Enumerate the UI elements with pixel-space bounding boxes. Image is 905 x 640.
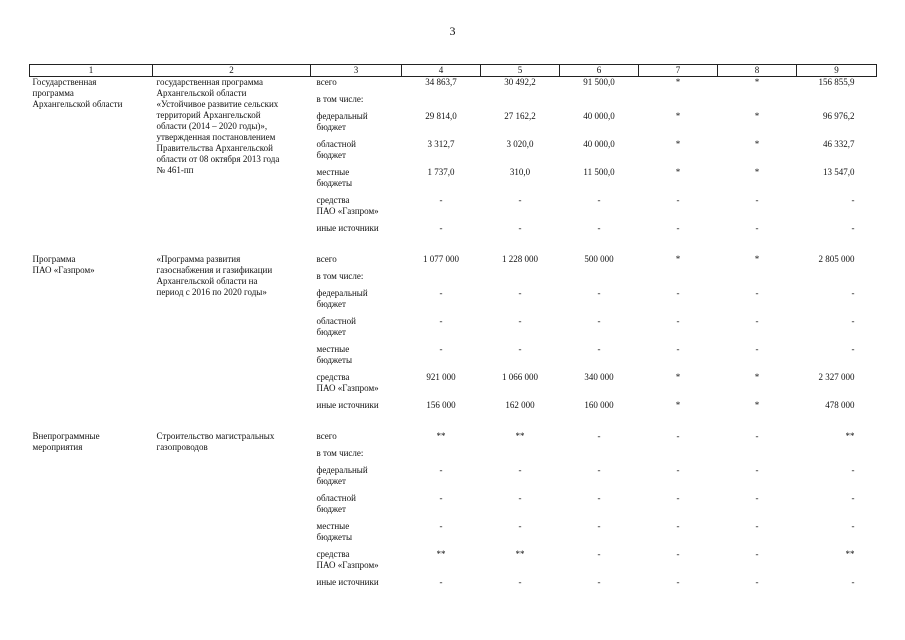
value-cell-5: ** <box>515 548 525 559</box>
value-cell-8 <box>718 448 797 465</box>
value-cell-9: ** <box>845 430 855 441</box>
value-cell-7: * <box>675 399 681 410</box>
table-row <box>30 254 877 271</box>
funding-table <box>29 64 877 594</box>
funding-source: областной бюджет <box>316 138 356 160</box>
value-cell-8: * <box>754 399 760 410</box>
group-spacer <box>30 417 877 431</box>
value-cell-7: - <box>676 464 680 475</box>
value-cell-5: 30 492,2 <box>504 77 536 87</box>
value-cell-6: - <box>597 576 601 587</box>
value-cell-8: - <box>755 520 759 531</box>
value-cell-4 <box>402 94 481 111</box>
value-cell-6: 40 000,0 <box>583 110 615 121</box>
value-cell-9 <box>797 448 877 465</box>
value-cell-7: * <box>675 253 681 264</box>
measure-description: «Программа развития газоснабжения и газификации Архангельской области на период с 2016 по 2020 годы» <box>156 253 273 297</box>
funding-source: всего <box>316 430 337 441</box>
measure-description: государственная программа Архангельской области «Устойчивое развитие сельских территорий Архангельской области (2014 – 2020 годы)», утвержденная постановлением Правительства Архангельской области от 08 октября 2013 года № 461-пп <box>156 77 280 175</box>
column-number-row <box>30 65 877 77</box>
value-cell-9: 156 855,9 <box>818 77 855 87</box>
value-cell-8: - <box>755 548 759 559</box>
funding-source: местные бюджеты <box>316 520 352 542</box>
value-cell-9: - <box>851 520 855 531</box>
value-cell-6: - <box>597 430 601 441</box>
column-header: 8 <box>718 65 797 77</box>
value-cell-5: - <box>518 576 522 587</box>
value-cell-5: - <box>518 343 522 354</box>
measure-name: Внепрограммные мероприятия <box>32 430 100 452</box>
value-cell-5: 1 066 000 <box>502 371 538 382</box>
funding-source: всего <box>316 253 337 264</box>
value-cell-6: - <box>597 315 601 326</box>
value-cell-8: - <box>755 222 759 233</box>
value-cell-7: * <box>675 371 681 382</box>
value-cell-7: - <box>676 576 680 587</box>
value-cell-8: - <box>755 315 759 326</box>
value-cell-8: * <box>754 253 760 264</box>
column-header: 5 <box>481 65 560 77</box>
value-cell-4: ** <box>436 548 446 559</box>
value-cell-4: 156 000 <box>426 399 456 410</box>
value-cell-6: 340 000 <box>584 371 614 382</box>
value-cell-5: - <box>518 315 522 326</box>
value-cell-5: 1 228 000 <box>502 253 538 264</box>
value-cell-4: 1 077 000 <box>423 253 459 264</box>
value-cell-8: - <box>755 464 759 475</box>
value-cell-8: * <box>754 110 760 121</box>
value-cell-9: 46 332,7 <box>823 138 855 149</box>
value-cell-4: - <box>439 492 443 503</box>
value-cell-6: 11 500,0 <box>583 166 615 177</box>
value-cell-5: 27 162,2 <box>504 110 536 121</box>
value-cell-8: * <box>754 371 760 382</box>
column-header: 1 <box>30 65 153 77</box>
funding-source: средства ПАО «Газпром» <box>316 371 379 393</box>
value-cell-9: ** <box>845 548 855 559</box>
value-cell-4: 3 312,7 <box>427 138 455 149</box>
value-cell-9: - <box>851 492 855 503</box>
value-cell-5: - <box>518 222 522 233</box>
value-cell-4: - <box>439 222 443 233</box>
value-cell-5 <box>481 448 560 465</box>
value-cell-5: - <box>518 492 522 503</box>
value-cell-7: - <box>676 194 680 205</box>
value-cell-7: - <box>676 548 680 559</box>
value-cell-9: 478 000 <box>825 399 855 410</box>
value-cell-6: 91 500,0 <box>583 77 615 87</box>
table-header <box>30 65 877 77</box>
value-cell-6: - <box>597 287 601 298</box>
value-cell-4: - <box>439 194 443 205</box>
value-cell-7: * <box>675 166 681 177</box>
value-cell-9: 96 976,2 <box>823 110 855 121</box>
value-cell-7: - <box>676 520 680 531</box>
value-cell-5: 310,0 <box>509 166 531 177</box>
value-cell-8: * <box>754 166 760 177</box>
value-cell-4: - <box>439 520 443 531</box>
value-cell-4: ** <box>436 430 446 441</box>
group-spacer <box>30 240 877 254</box>
value-cell-4 <box>402 448 481 465</box>
funding-source: в том числе: <box>316 93 364 104</box>
value-cell-6: - <box>597 194 601 205</box>
value-cell-5: - <box>518 464 522 475</box>
value-cell-9 <box>797 94 877 111</box>
value-cell-8 <box>718 94 797 111</box>
funding-source: федеральный бюджет <box>316 287 368 309</box>
value-cell-4: 1 737,0 <box>427 166 455 177</box>
value-cell-8: - <box>755 492 759 503</box>
value-cell-4: - <box>439 576 443 587</box>
value-cell-7: - <box>676 287 680 298</box>
column-header: 9 <box>797 65 877 77</box>
funding-source: в том числе: <box>316 270 364 281</box>
funding-source: федеральный бюджет <box>316 464 368 486</box>
value-cell-8: - <box>755 194 759 205</box>
value-cell-8: - <box>755 576 759 587</box>
value-cell-6 <box>560 94 639 111</box>
funding-source: всего <box>316 77 337 87</box>
funding-source: в том числе: <box>316 447 364 458</box>
value-cell-9: - <box>851 287 855 298</box>
value-cell-9: - <box>851 315 855 326</box>
column-header: 2 <box>153 65 311 77</box>
funding-source: местные бюджеты <box>316 343 352 365</box>
value-cell-8: * <box>754 138 760 149</box>
column-header: 7 <box>639 65 718 77</box>
value-cell-9: - <box>851 343 855 354</box>
value-cell-6: 40 000,0 <box>583 138 615 149</box>
value-cell-4: 34 863,7 <box>425 77 457 87</box>
table-body <box>30 77 877 594</box>
value-cell-5 <box>481 94 560 111</box>
value-cell-5: 3 020,0 <box>506 138 534 149</box>
value-cell-4: 921 000 <box>426 371 456 382</box>
value-cell-4: - <box>439 464 443 475</box>
funding-source: иные источники <box>316 222 379 233</box>
funding-source: средства ПАО «Газпром» <box>316 194 379 216</box>
table-row <box>30 431 877 448</box>
value-cell-4 <box>402 271 481 288</box>
value-cell-6: 500 000 <box>584 253 614 264</box>
value-cell-6 <box>560 271 639 288</box>
funding-source: средства ПАО «Газпром» <box>316 548 379 570</box>
value-cell-7: * <box>675 110 681 121</box>
funding-source: областной бюджет <box>316 492 356 514</box>
funding-source: иные источники <box>316 399 379 410</box>
value-cell-5: - <box>518 194 522 205</box>
value-cell-9: - <box>851 576 855 587</box>
value-cell-9: - <box>851 194 855 205</box>
value-cell-7: - <box>676 315 680 326</box>
value-cell-8: - <box>755 287 759 298</box>
value-cell-6 <box>560 448 639 465</box>
value-cell-7: - <box>676 222 680 233</box>
column-header: 3 <box>311 65 402 77</box>
value-cell-8: - <box>755 430 759 441</box>
value-cell-5: 162 000 <box>505 399 535 410</box>
value-cell-7: * <box>675 138 681 149</box>
value-cell-4: - <box>439 315 443 326</box>
value-cell-9 <box>797 271 877 288</box>
measure-description: Строительство магистральных газопроводов <box>156 430 275 452</box>
spacer-cell <box>30 240 877 254</box>
value-cell-5 <box>481 271 560 288</box>
table-row <box>30 77 877 94</box>
value-cell-6: - <box>597 464 601 475</box>
value-cell-9: 2 327 000 <box>818 371 855 382</box>
value-cell-7 <box>639 448 718 465</box>
value-cell-7: - <box>676 343 680 354</box>
value-cell-5: - <box>518 520 522 531</box>
value-cell-9: - <box>851 464 855 475</box>
value-cell-8 <box>718 271 797 288</box>
value-cell-8: * <box>754 77 760 87</box>
funding-source: иные источники <box>316 576 379 587</box>
funding-source: областной бюджет <box>316 315 356 337</box>
value-cell-7: - <box>676 430 680 441</box>
value-cell-6: - <box>597 492 601 503</box>
value-cell-8: - <box>755 343 759 354</box>
value-cell-6: - <box>597 520 601 531</box>
value-cell-7: - <box>676 492 680 503</box>
value-cell-9: 2 805 000 <box>818 253 855 264</box>
value-cell-6: 160 000 <box>584 399 614 410</box>
funding-source: местные бюджеты <box>316 166 352 188</box>
value-cell-6: - <box>597 548 601 559</box>
value-cell-9: - <box>851 222 855 233</box>
funding-source: федеральный бюджет <box>316 110 368 132</box>
value-cell-6: - <box>597 222 601 233</box>
page-number: 3 <box>449 24 456 38</box>
column-header: 6 <box>560 65 639 77</box>
column-header: 4 <box>402 65 481 77</box>
value-cell-7 <box>639 94 718 111</box>
measure-name: Программа ПАО «Газпром» <box>32 253 95 275</box>
value-cell-7: * <box>675 77 681 87</box>
measure-name: Государственная программа Архангельской области <box>32 77 123 109</box>
spacer-cell <box>30 417 877 431</box>
value-cell-4: 29 814,0 <box>425 110 457 121</box>
value-cell-5: - <box>518 287 522 298</box>
value-cell-7 <box>639 271 718 288</box>
value-cell-4: - <box>439 343 443 354</box>
value-cell-6: - <box>597 343 601 354</box>
value-cell-9: 13 547,0 <box>823 166 855 177</box>
value-cell-4: - <box>439 287 443 298</box>
value-cell-5: ** <box>515 430 525 441</box>
